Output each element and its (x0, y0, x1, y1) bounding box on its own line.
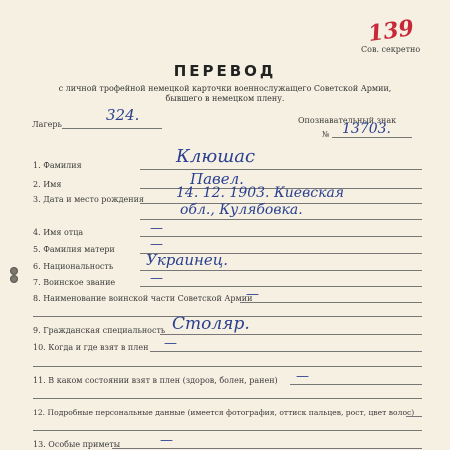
camp-value: 324. (106, 106, 140, 124)
field-10-value: — (164, 336, 177, 351)
field-4-line (140, 236, 422, 237)
field-3-value: 14. 12. 1903. Киевская (176, 185, 345, 201)
field-12-line-2 (33, 430, 422, 431)
field-9-value: Столяр. (172, 314, 250, 334)
field-8-label: 8. Наименование воинской части Советской Армии (33, 294, 253, 303)
id-no-label: № (322, 130, 330, 139)
subtitle-line-1: с личной трофейной немецкой карточки военнослужащего Советской Армии, (58, 84, 392, 93)
field-3-label: 3. Дата и место рождения (33, 195, 144, 204)
field-8-value: — (246, 287, 259, 302)
field-11-value: — (296, 369, 309, 384)
field-9-label: 9. Гражданская специальность (33, 326, 166, 335)
corner-number: 139 (366, 14, 416, 48)
field-4-label: 4. Имя отца (33, 228, 84, 237)
punch-hole (10, 275, 18, 283)
field-8-line (240, 302, 422, 303)
page-title: ПЕРЕВОД (173, 62, 277, 80)
field-13-label: 13. Особые приметы (33, 440, 121, 449)
field-7-line (140, 286, 422, 287)
field-2-label: 2. Имя (33, 180, 62, 189)
field-1-value: Клюшас (176, 146, 256, 167)
field-12-label: 12. Подробные персональные данные (имеется фотография, оттиск пальцев, рост, цвет волос) (33, 408, 415, 417)
secrecy-stamp: Сов. секретно (361, 45, 421, 54)
field-11-line (290, 384, 422, 385)
field-10-line-2 (33, 366, 422, 367)
field-4-value: — (150, 221, 163, 236)
subtitle-line-2: бывшего в немецком плену. (165, 94, 285, 103)
punch-hole (10, 267, 18, 275)
field-6-label: 6. Национальность (33, 262, 114, 271)
field-1-line (140, 169, 422, 170)
field-6-value: Украинец. (146, 251, 228, 269)
field-1-label: 1. Фамилия (33, 161, 82, 170)
field-7-value: — (150, 271, 163, 286)
field-12-line (406, 416, 422, 417)
field-6-line (140, 270, 422, 271)
field-5-label: 5. Фамилия матери (33, 245, 115, 254)
field-3-line-2 (140, 219, 422, 220)
field-7-label: 7. Воинское звание (33, 278, 116, 287)
field-11-line-2 (33, 398, 422, 399)
field-5-value: — (150, 237, 163, 252)
id-label: Опознавательный знак (298, 116, 397, 125)
field-9-line (160, 334, 422, 335)
camp-underline (62, 128, 162, 129)
id-underline (332, 137, 412, 138)
field-11-label: 11. В каком состоянии взят в плен (здоров, болен, ранен) (33, 376, 278, 385)
field-2-value: Павел. (190, 170, 244, 188)
field-3-value-line-2: обл., Кулябовка. (180, 202, 303, 218)
id-value: 13703. (342, 121, 391, 137)
camp-label: Лагерь (32, 120, 62, 129)
field-13-line (112, 448, 422, 449)
field-10-label: 10. Когда и где взят в плен (33, 343, 149, 352)
field-10-line (150, 351, 422, 352)
field-13-value: — (160, 433, 173, 448)
